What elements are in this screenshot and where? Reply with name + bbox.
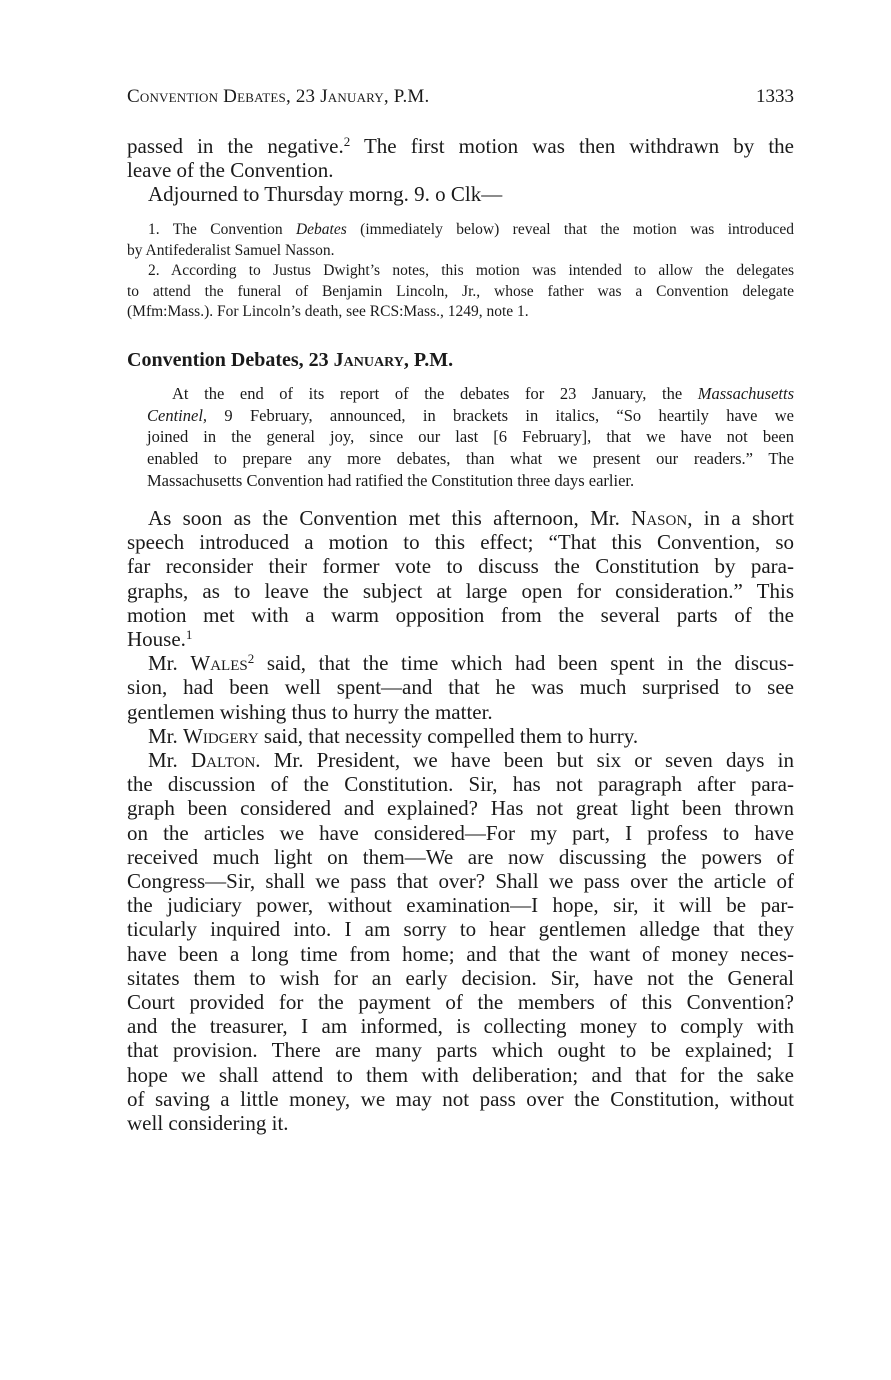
text-line: ticularly inquired into. I am sorry to hear gentlemen alledge that they xyxy=(127,917,794,942)
paragraph-widgery: Mr. Widgery said, that necessity compelled them to hurry. xyxy=(148,723,639,748)
text-line: have been a long time from home; and that the want of money neces- xyxy=(127,941,794,966)
text-line: far reconsider their former vote to discuss the Constitution by para- xyxy=(127,554,794,579)
running-head xyxy=(127,84,794,110)
text-line: hope we shall attend to them with deliberation; and that for the sake xyxy=(127,1062,794,1087)
headnote-line: At the end of its report of the debates for 23 January, the Massachusetts xyxy=(172,384,794,403)
text-line: Adjourned to Thursday morng. 9. o Clk— xyxy=(148,182,503,207)
text-line: speech introduced a motion to this effect; “That this Convention, so xyxy=(127,530,794,555)
headnote-line: enabled to prepare any more debates, than what we present our readers.” The xyxy=(147,449,794,469)
running-head-title: Convention Debates, 23 January, P.M. xyxy=(127,86,430,107)
text-line: Court provided for the payment of the members of this Convention? xyxy=(127,990,794,1015)
text-line: the discussion of the Constitution. Sir, has not paragraph after para- xyxy=(127,772,794,797)
footnote-1: 1. The Convention Debates (immediately below) reveal that the motion was introduced xyxy=(148,221,794,238)
text-line: gentlemen wishing thus to hurry the matter. xyxy=(127,699,493,724)
footnote-1-cont: by Antifederalist Samuel Nasson. xyxy=(127,241,335,259)
note-reference: 2 xyxy=(343,133,351,149)
text-line: leave of the Convention. xyxy=(127,158,334,183)
page-number: 1333 xyxy=(756,86,794,107)
footnote-2: 2. According to Justus Dwight’s notes, this motion was intended to allow the delegates xyxy=(148,262,794,279)
text-line: sitates them to wish for an early decision. Sir, have not the General xyxy=(127,965,794,990)
footnotes xyxy=(127,220,794,323)
preceding-text xyxy=(127,134,794,207)
footnote-2-cont: to attend the funeral of Benjamin Lincoln, Jr., whose father was a Convention delegate xyxy=(127,282,794,300)
paragraph-dalton: Mr. Dalton. Mr. President, we have been but six or seven days in xyxy=(148,748,794,773)
debate-text xyxy=(127,506,794,1135)
text-line: on the articles we have considered—For my part, I profess to have xyxy=(127,820,794,845)
footnote-2-cont: (Mfm:Mass.). For Lincoln’s death, see RCS:Mass., 1249, note 1. xyxy=(127,303,529,320)
text-line: of saving a little money, we may not pass over the Constitution, without xyxy=(127,1086,794,1111)
text-line: graphs, as to leave the subject at large open for consideration.” This xyxy=(127,578,794,603)
text-line: Congress—Sir, shall we pass that over? Shall we pass over the article of xyxy=(127,869,794,894)
paragraph-wales: Mr. Wales$^2$ said, that the time which had been spent in the discus- xyxy=(148,651,794,676)
section-heading: Convention Debates, 23 January, P.M. xyxy=(127,349,454,371)
note-reference: 1 xyxy=(185,626,193,642)
headnote-line: Massachusetts Convention had ratified the Constitution three days earlier. xyxy=(147,470,635,490)
paragraph-nason: As soon as the Convention met this afternoon, Mr. Nason, in a short xyxy=(148,506,794,530)
text-line: well considering it. xyxy=(127,1111,289,1136)
text-line: graph been considered and explained? Has not great light been thrown xyxy=(127,796,794,821)
headnote-line: Centinel, 9 February, announced, in brackets in italics, “So heartily have we xyxy=(147,405,794,425)
text-line: motion met with a warm opposition from the several parts of the xyxy=(127,602,794,627)
text-line: the judiciary power, without examination—I hope, sir, it will be par- xyxy=(127,893,794,918)
text-line: sion, had been well spent—and that he was much surprised to see xyxy=(127,675,794,700)
text-line: received much light on them—We are now discussing the powers of xyxy=(127,844,794,869)
text-line: and the treasurer, I am informed, is collecting money to comply with xyxy=(127,1014,794,1039)
headnote-line: joined in the general joy, since our last [6 February], that we have not been xyxy=(147,427,794,447)
text-line: passed in the negative.$^2$ The first motion was then withdrawn by the xyxy=(127,133,794,158)
editorial-headnote xyxy=(147,383,794,492)
note-reference: 2 xyxy=(247,651,255,667)
text-line: that provision. There are many parts which ought to be explained; I xyxy=(127,1038,794,1063)
text-line: House.$^1$ xyxy=(127,626,193,652)
